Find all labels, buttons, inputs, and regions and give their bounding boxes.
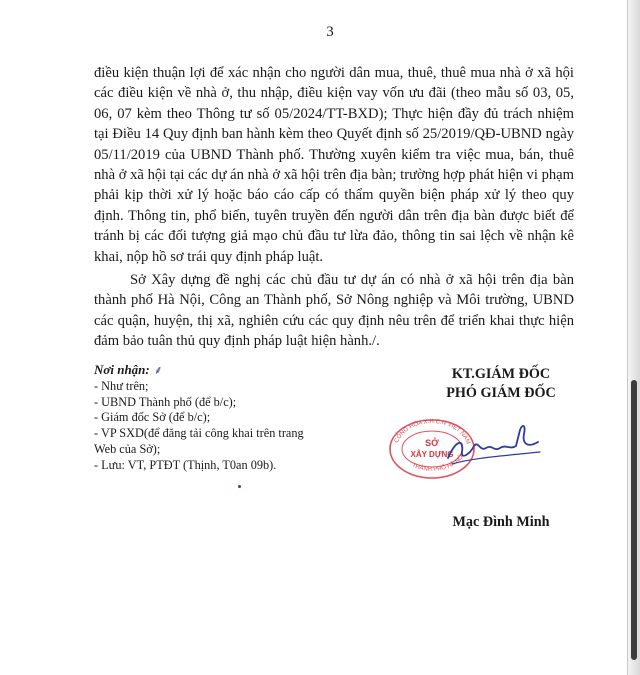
scrollbar-thumb[interactable] xyxy=(631,380,637,660)
paragraph-1-line-9: bị các đối tượng giả mạo chủ đầu tư lừa đảo, thông tin sai lệch về nhận kê khai, xyxy=(94,228,574,265)
recipients-block xyxy=(94,362,344,474)
handwritten-signature xyxy=(442,418,552,474)
stamp-center-text: SỞ xyxy=(425,438,439,448)
signature-title-line-2: PHÓ GIÁM ĐỐC xyxy=(446,385,556,401)
recipient-item: Web của Sở); xyxy=(94,441,161,456)
paragraph-1-line-8: Thông tin, phổ biến, tuyên truyền đến người dân trên địa bàn được biết để tránh xyxy=(94,207,575,245)
paragraph-1-line-2: các điều kiện về nhà ở, thu nhập, điều kiện vay vốn ưu đãi (theo mẫu số 03, 05, xyxy=(94,85,574,102)
paragraph-1-line-1: điều kiện thuận lợi để xác nhận cho người dân mua, thuê, thuê mua nhà ở xã hội xyxy=(94,65,574,81)
paragraph-1-line-4: tại Điều 14 Quy định ban hành kèm theo Quyết định số 25/2019/QĐ-UBND ngày xyxy=(94,126,574,143)
recipients-title-text: Nơi nhận: xyxy=(94,362,150,377)
stamp-center-text-2: XÂY DỰNG xyxy=(410,450,454,459)
ink-dot xyxy=(238,485,241,488)
paragraph-1-line-10: nộp hồ sơ trái quy định pháp luật. xyxy=(126,248,324,265)
recipient-item: - Lưu: VT, PTĐT (Thịnh, T0an 09b). xyxy=(94,457,277,472)
signature-title-line-1: KT.GIÁM ĐỐC xyxy=(451,366,551,382)
stamp-bottom-text: THÀNH PHỐ HÀ NỘI xyxy=(410,453,466,473)
recipient-item: - Giám đốc Sở (để b/c); xyxy=(94,410,211,425)
recipient-item: - Như trên; xyxy=(94,378,149,393)
paragraph-1 xyxy=(94,63,574,267)
page-number: 3 xyxy=(326,24,334,40)
stamp-top-text: CỘNG HÒA X.H.C.N VIỆT NAM xyxy=(393,418,471,446)
recipients-title xyxy=(94,362,344,379)
scrollbar-track[interactable] xyxy=(627,0,640,675)
paragraph-1-line-5: 05/11/2019 của UBND Thành phố. Thường xuyên kiểm tra việc mua, bán, thuê xyxy=(94,146,574,163)
recipient-item: - VP SXD(để đăng tải công khai trên trang xyxy=(94,426,304,441)
recipient-item: - UBND Thành phố (để b/c); xyxy=(94,394,237,409)
paragraph-1-line-6: nhà ở xã hội tại các dự án nhà ở xã hội trên địa bàn; trường hợp phát hiện vi phạm xyxy=(94,167,574,184)
body-text xyxy=(94,63,574,352)
check-mark-icon: ⸙ xyxy=(153,363,163,377)
paragraph-1-line-3: 06, 07 kèm theo Thông tư số 05/2024/TT-BXD); Thực hiện đầy đủ trách nhiệm xyxy=(94,105,574,122)
signature-title-block xyxy=(396,365,606,403)
paragraph-2: Sở Xây dựng đề nghị các chủ đầu tư dự án có nhà ở xã hội trên địa bàn thành phố Hà Nội, Công an Thành phố, Sở Nông nghiệp và Môi trường, UBND các quận, huyện, thị xã, nghiên cứu các quy định nêu trên để triển khai thực hiện đảm bảo tuân thủ quy định pháp luật hiện hành./. xyxy=(94,272,574,350)
signer-name: Mạc Đình Minh xyxy=(452,514,550,530)
paragraph-1-line-7: phải kịp thời xử lý hoặc báo cáo cấp có thẩm quyền biện pháp xử lý theo quy định. xyxy=(94,187,574,224)
